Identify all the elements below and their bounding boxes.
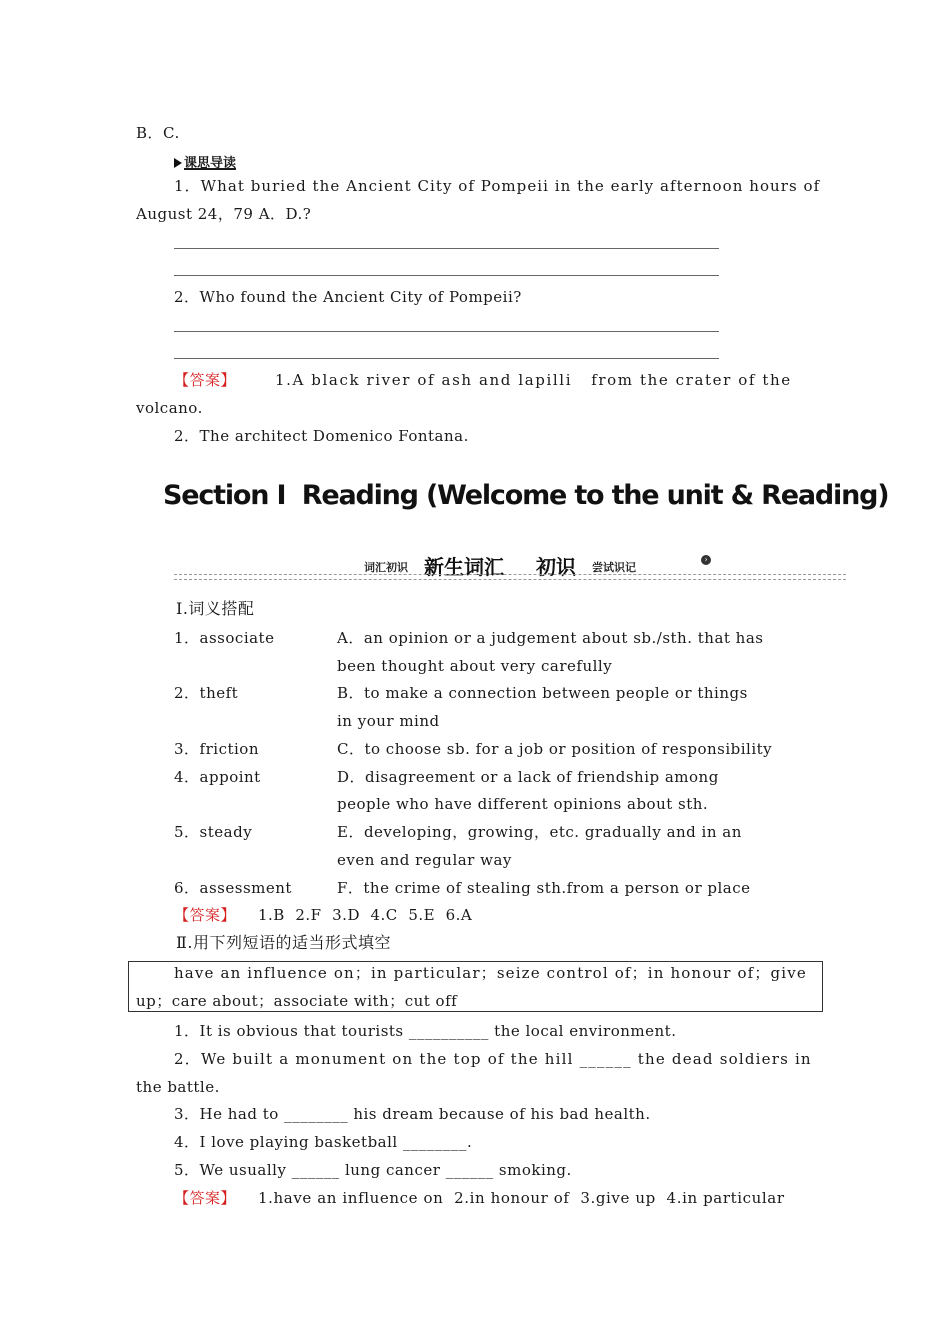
part1-heading: Ⅰ.词义搭配 <box>176 599 255 618</box>
match-definition-cont: people who have different opinions about sth. <box>337 795 709 813</box>
answer-1-line-2: volcano. <box>136 399 203 417</box>
match-word: 4．appoint <box>174 768 261 786</box>
banner-left-label: 词汇初识 <box>364 561 408 574</box>
match-word: 2．theft <box>174 684 239 702</box>
guide-heading <box>174 152 236 171</box>
answer-tag: 【答案】 <box>174 371 237 389</box>
vocab-banner <box>174 548 846 580</box>
guide-label: 课思导读 <box>184 156 237 171</box>
banner-right-label: 尝试识记 <box>592 561 636 574</box>
match-definition-cont: in your mind <box>337 712 440 730</box>
sentence-2-line-2: the battle. <box>136 1078 220 1096</box>
question-2: 2．Who found the Ancient City of Pompeii? <box>174 288 522 306</box>
phrase-box-line-2: up；care about；associate with；cut off <box>136 992 458 1010</box>
sentence-1: 1．It is obvious that tourists __________ the local environment. <box>174 1022 677 1040</box>
banner-main-1: 新生词汇 <box>424 555 504 579</box>
triangle-icon <box>174 158 182 168</box>
question-1-line-1: 1．What buried the Ancient City of Pompeii in the early afternoon hours of <box>174 177 821 195</box>
answer-2: 2．The architect Domenico Fontana. <box>174 427 469 445</box>
match-definition: C．to choose sb. for a job or position of responsibility <box>337 740 773 758</box>
answer-line <box>174 331 719 332</box>
part2-heading: Ⅱ.用下列短语的适当形式填空 <box>176 933 391 952</box>
part1-answer: 1.B 2.F 3.D 4.C 5.E 6.A <box>258 906 473 924</box>
sentence-3: 3．He had to ________ his dream because of his bad health. <box>174 1105 651 1123</box>
match-word: 1．associate <box>174 629 275 647</box>
match-word: 3．friction <box>174 740 259 758</box>
sentence-2-line-1: 2．We built a monument on the top of the hill ______ the dead soldiers in <box>174 1050 812 1068</box>
section-title: Section Ⅰ Reading (Welcome to the unit & Reading) <box>163 480 889 511</box>
match-definition-cont: been thought about very carefully <box>337 657 613 675</box>
answer-1-line-1: 1.A black river of ash and lapilli from the crater of the <box>275 371 792 389</box>
banner-divider <box>174 574 846 580</box>
answer-line <box>174 248 719 249</box>
match-definition: E．developing，growing，etc. gradually and in an <box>337 823 742 841</box>
sentence-5: 5．We usually ______ lung cancer ______ smoking. <box>174 1161 572 1179</box>
match-definition: A．an opinion or a judgement about sb./sth. that has <box>337 629 764 647</box>
answer-line <box>174 358 719 359</box>
question-1-line-2: August 24，79 A．D.? <box>136 205 312 223</box>
arrow-circle-icon: › <box>701 555 711 565</box>
answer-tag: 【答案】 <box>174 1189 237 1207</box>
phrase-box-line-1: have an influence on；in particular；seize control of；in honour of；give <box>174 964 807 982</box>
match-definition: D．disagreement or a lack of friendship among <box>337 768 719 786</box>
match-definition: B．to make a connection between people or things <box>337 684 748 702</box>
option-bc: B．C. <box>136 124 180 142</box>
answer-tag: 【答案】 <box>174 906 237 924</box>
part2-answer: 1.have an influence on 2.in honour of 3.give up 4.in particular <box>258 1189 785 1207</box>
match-definition: F．the crime of stealing sth.from a person or place <box>337 879 751 897</box>
sentence-4: 4．I love playing basketball ________. <box>174 1133 473 1151</box>
match-word: 5．steady <box>174 823 253 841</box>
answer-line <box>174 275 719 276</box>
match-definition-cont: even and regular way <box>337 851 512 869</box>
match-word: 6．assessment <box>174 879 292 897</box>
banner-main-2: 初识 <box>536 555 576 579</box>
